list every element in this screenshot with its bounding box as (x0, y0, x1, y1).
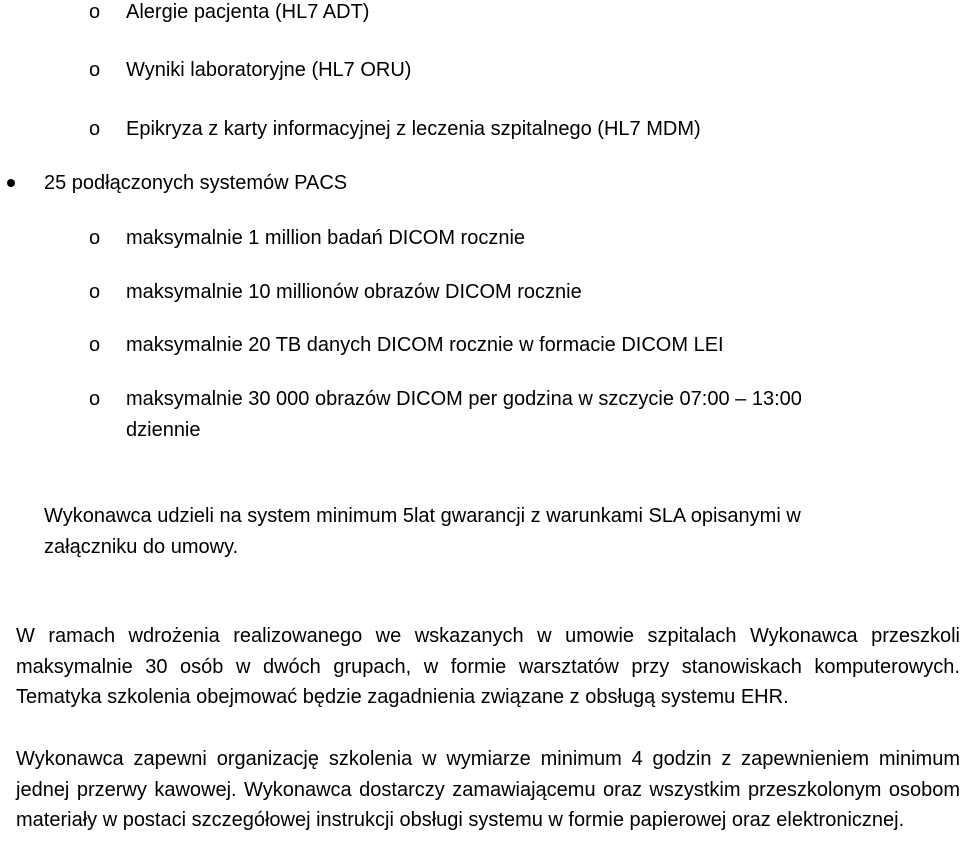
sub-bullet-marker: o (89, 59, 101, 81)
sub-bullet-marker: o (89, 334, 101, 356)
list-item-dicom-studies: maksymalnie 1 million badań DICOM rocznie (126, 227, 526, 249)
sub-bullet-marker: o (89, 1, 101, 23)
sub-bullet-marker: o (89, 227, 101, 249)
warranty-paragraph-line-2: załączniku do umowy. (44, 536, 239, 558)
training-organization-paragraph: Wykonawca zapewni organizację szkolenia w wymiarze minimum 4 godzin z zapewnieniem minimum jednej przerwy kawowej. Wykonawca dostarczy zamawiającemu oraz wszystkim przeszkolonym osobom materiały w postaci szczegółowej instrukcji obsługi systemu w formie papierowej oraz elektronicznej. (16, 748, 960, 832)
bullet-dot-icon (7, 179, 15, 187)
list-item-dicom-images: maksymalnie 10 millionów obrazów DICOM rocznie (126, 281, 582, 303)
list-item-peak-throughput-continued: dziennie (126, 419, 201, 441)
sub-bullet-marker: o (89, 388, 101, 410)
list-item-lab-results: Wyniki laboratoryjne (HL7 ORU) (126, 59, 412, 81)
list-item-peak-throughput: maksymalnie 30 000 obrazów DICOM per godzina w szczycie 07:00 – 13:00 (126, 388, 802, 410)
list-item-dicom-data-volume: maksymalnie 20 TB danych DICOM rocznie w formacie DICOM LEI (126, 334, 724, 356)
sub-bullet-marker: o (89, 281, 101, 303)
sub-bullet-marker: o (89, 118, 101, 140)
training-paragraph: W ramach wdrożenia realizowanego we wskazanych w umowie szpitalach Wykonawca przeszkoli maksymalnie 30 osób w dwóch grupach, w formie warsztatów przy stanowiskach komputerowych. Tematyka szkolenia obejmować będzie zagadnienia związane z obsługą systemu EHR. (16, 625, 960, 709)
warranty-paragraph-line-1: Wykonawca udzieli na system minimum 5lat gwarancji z warunkami SLA opisanymi w (44, 505, 801, 527)
list-item-pacs-systems: 25 podłączonych systemów PACS (44, 172, 348, 194)
list-item-patient-allergies: Alergie pacjenta (HL7 ADT) (126, 1, 370, 23)
list-item-discharge-summary: Epikryza z karty informacyjnej z leczenia szpitalnego (HL7 MDM) (126, 118, 701, 140)
